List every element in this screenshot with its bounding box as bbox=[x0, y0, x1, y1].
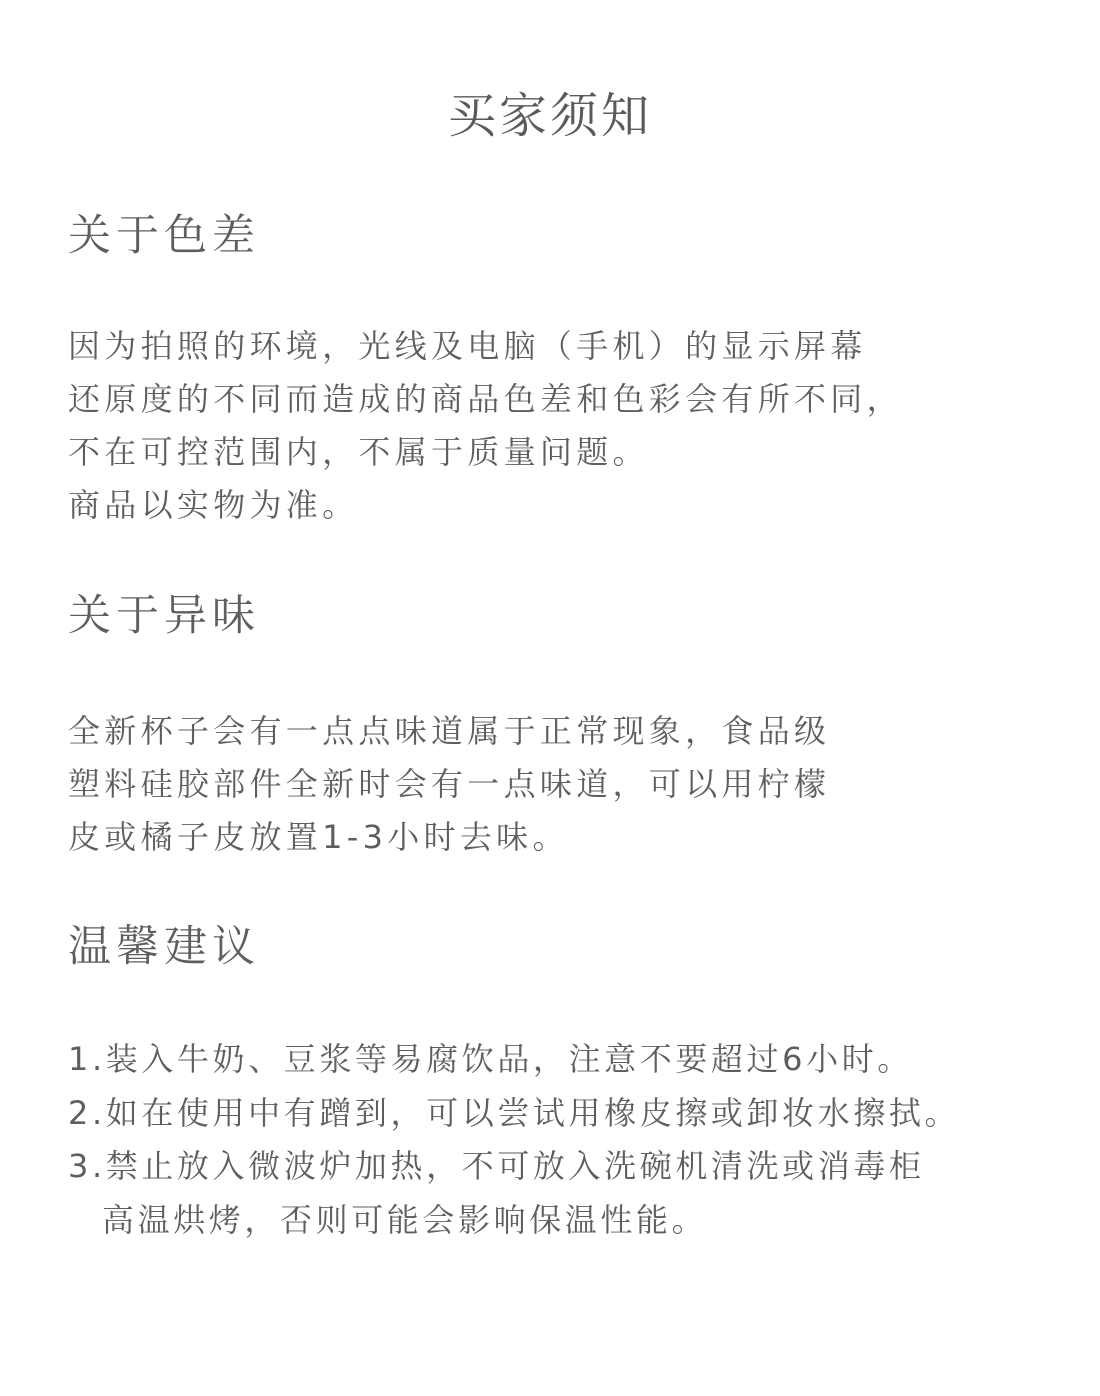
text-line: 塑料硅胶部件全新时会有一点味道，可以用柠檬 bbox=[68, 765, 831, 803]
tip-item-3: 3.禁止放入微波炉加热，不可放入洗碗机清洗或消毒柜 bbox=[68, 1147, 925, 1185]
tip-item-2: 2.如在使用中有蹭到，可以尝试用橡皮擦或卸妆水擦拭。 bbox=[68, 1093, 961, 1132]
section-body-tips bbox=[68, 1033, 1088, 1247]
section-body-odor bbox=[68, 705, 1078, 864]
tip-item-3-continuation: 高温烘烤，否则可能会影响保温性能。 bbox=[102, 1200, 708, 1239]
text-line: 不在可控范围内，不属于质量问题。 bbox=[68, 433, 649, 471]
tip-item-1: 1.装入牛奶、豆浆等易腐饮品，注意不要超过6小时。 bbox=[68, 1040, 913, 1078]
text-line: 还原度的不同而造成的商品色差和色彩会有所不同， bbox=[68, 380, 903, 418]
text-line: 全新杯子会有一点点味道属于正常现象，食品级 bbox=[68, 712, 831, 750]
section-heading-odor: 关于异味 bbox=[68, 591, 260, 641]
section-heading-tips: 温馨建议 bbox=[68, 922, 260, 972]
section-body-color-difference bbox=[68, 320, 1078, 532]
section-heading-color-difference: 关于色差 bbox=[68, 211, 260, 261]
text-line: 皮或橘子皮放置1-3小时去味。 bbox=[68, 818, 569, 856]
page-title: 买家须知 bbox=[447, 88, 652, 144]
text-line: 因为拍照的环境，光线及电脑（手机）的显示屏幕 bbox=[68, 327, 867, 365]
text-line: 商品以实物为准。 bbox=[68, 486, 359, 524]
